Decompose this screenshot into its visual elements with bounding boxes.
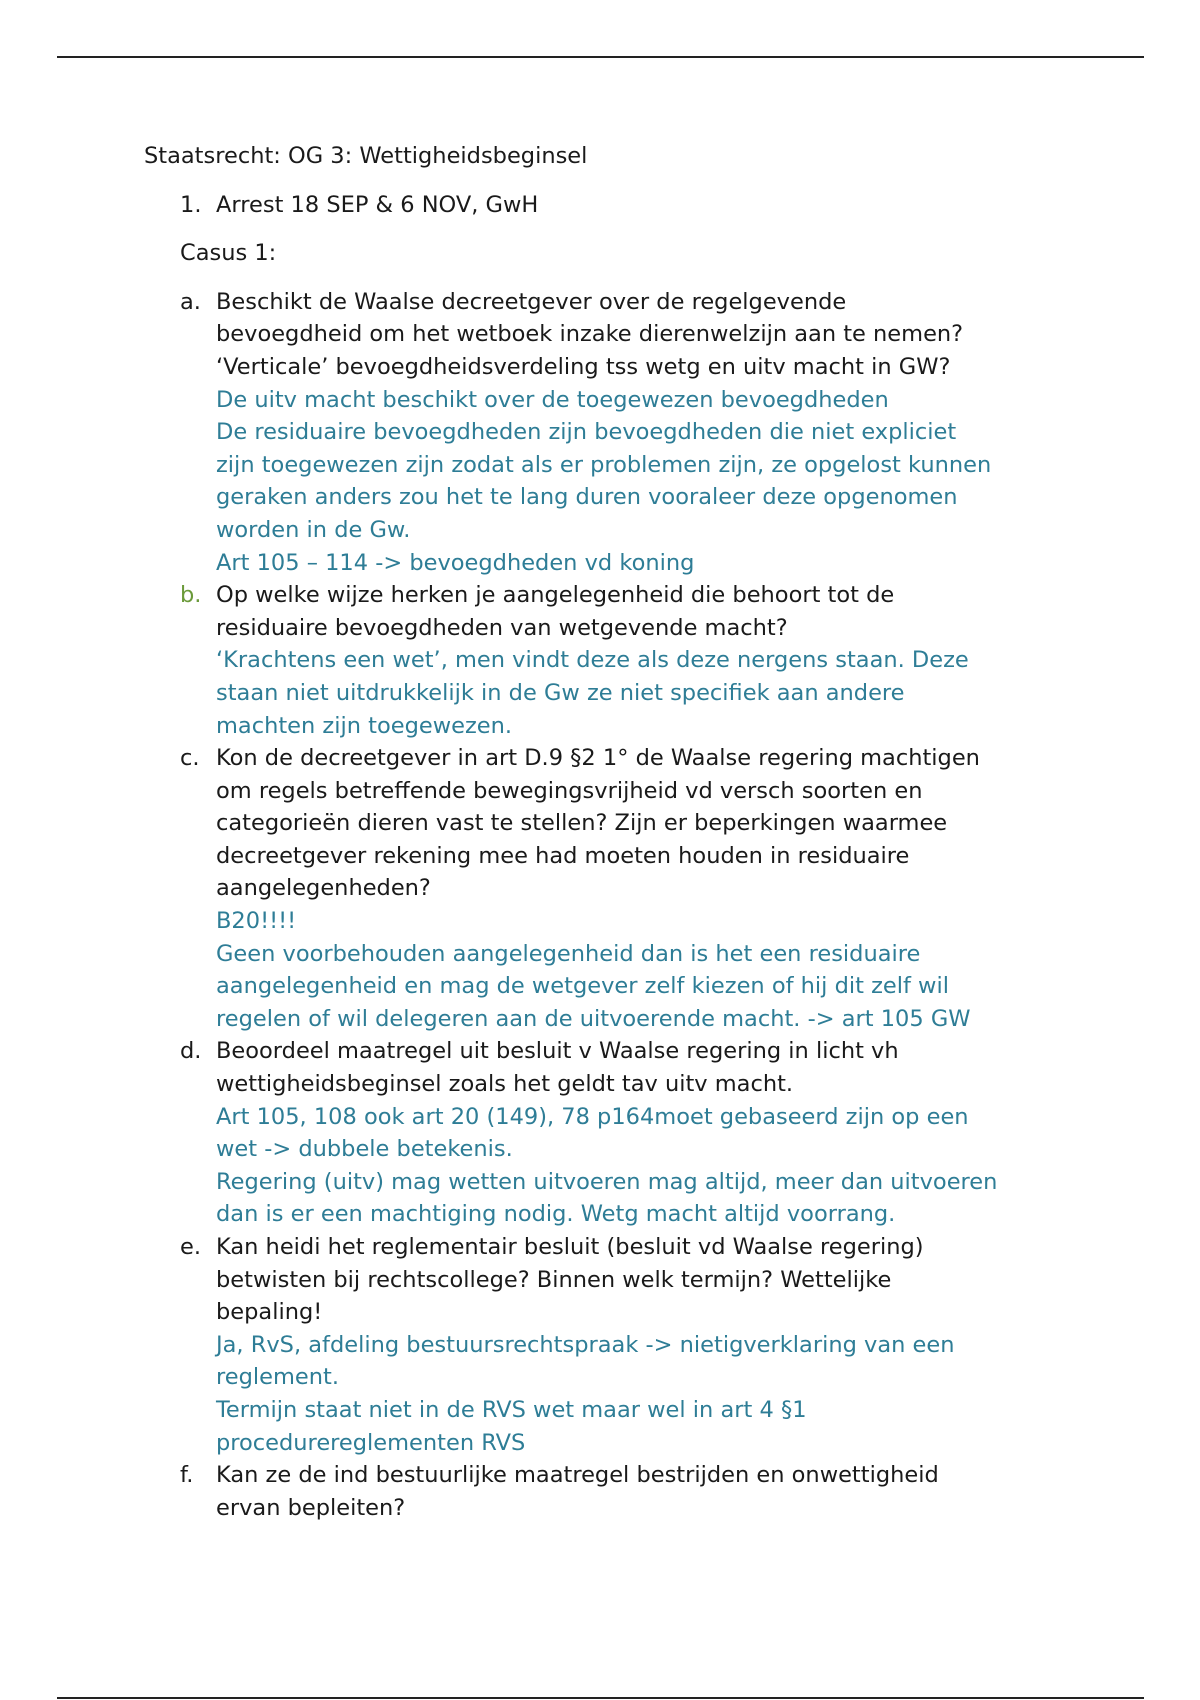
answer-line: Regering (uitv) mag wetten uitvoeren mag altijd, meer dan uitvoeren [216,1168,998,1195]
question-line: Kon de decreetgever in art D.9 §2 1° de Waalse regering machtigen [216,745,980,772]
question-line: om regels betreffende bewegingsvrijheid vd versch soorten en [216,777,923,804]
question-line: Beschikt de Waalse decreetgever over de regelgevende [216,288,847,315]
numbered-item [180,189,1074,222]
question-item [180,286,1074,579]
answer-line: De residuaire bevoegdheden zijn bevoegdheden die niet expliciet [216,419,957,446]
answer-line: De uitv macht beschikt over de toegewezen bevoegdheden [216,386,889,413]
answer-line: wet -> dubbele betekenis. [216,1136,513,1163]
question-line: bepaling! [216,1299,323,1326]
answer-line: Termijn staat niet in de RVS wet maar wel in art 4 §1 [216,1396,807,1423]
question-body [216,286,1074,579]
question-line: Kan heidi het reglementair besluit (besluit vd Waalse regering) [216,1234,924,1260]
answer-line: regelen of wil delegeren aan de uitvoerende macht. -> art 105 GW [216,1005,971,1032]
question-item [180,579,1074,742]
question-line: ‘Verticale’ bevoegdheidsverdeling tss wetg en uitv macht in GW? [216,353,951,380]
answer-line: Geen voorbehouden aangelegenheid dan is het een residuaire [216,940,921,967]
answer-line: staan niet uitdrukkelijk in de Gw ze niet specifiek aan andere [216,679,905,706]
question-line: Op welke wijze herken je aangelegenheid die behoort tot de [216,582,895,609]
question-letter: c. [180,745,200,772]
answer-line: dan is er een machtiging nodig. Wetg macht altijd voorrang. [216,1201,896,1228]
question-line: wettigheidsbeginsel zoals het geldt tav uitv macht. [216,1071,794,1098]
numbered-item-number: 1. [180,191,202,218]
answer-line: worden in de Gw. [216,516,411,543]
question-letter: a. [180,288,201,315]
answer-line: geraken anders zou het te lang duren vooraleer deze opgenomen [216,484,958,511]
question-line: residuaire bevoegdheden van wetgevende macht? [216,614,788,641]
question-body [216,742,1074,1035]
question-line: bevoegdheid om het wetboek inzake dierenwelzijn aan te nemen? [216,321,964,348]
question-body [216,579,1074,742]
answer-line: aangelegenheid en mag de wetgever zelf kiezen of hij dit zelf wil [216,973,949,1000]
question-line: aangelegenheden? [216,875,431,902]
question-line: Beoordeel maatregel uit besluit v Waalse regering in licht vh [216,1038,899,1065]
question-body [216,1035,1074,1231]
question-list [144,286,1074,1525]
answer-line: ‘Krachtens een wet’, men vindt deze als deze nergens staan. Deze [216,647,969,674]
question-item [180,1459,1074,1524]
answer-line: Art 105 – 114 -> bevoegdheden vd koning [216,549,695,576]
question-item [180,1035,1074,1231]
answer-line: Art 105, 108 ook art 20 (149), 78 p164moet gebaseerd zijn op een [216,1103,969,1130]
numbered-item-text: Arrest 18 SEP & 6 NOV, GwH [216,191,539,218]
question-letter: b. [180,582,202,609]
question-line: ervan bepleiten? [216,1494,406,1521]
question-line: decreetgever rekening mee had moeten houden in residuaire [216,842,910,869]
question-item [180,742,1074,1035]
question-body [216,1459,1074,1524]
question-letter: e. [180,1234,201,1260]
answer-line: machten zijn toegewezen. [216,712,513,739]
question-body [216,1231,1074,1459]
page-title: Staatsrecht: OG 3: Wettigheidsbeginsel [144,143,588,169]
answer-line: B20!!!! [216,908,297,935]
question-line: categorieën dieren vast te stellen? Zijn er beperkingen waarmee [216,810,948,837]
question-letter: d. [180,1038,202,1065]
question-line: betwisten bij rechtscollege? Binnen welk termijn? Wettelijke [216,1266,892,1293]
question-item [180,1231,1074,1459]
footer-rule [57,1697,1144,1699]
question-letter: f. [180,1462,194,1489]
answer-line: zijn toegewezen zijn zodat als er problemen zijn, ze opgelost kunnen [216,451,992,478]
answer-line: procedurereglementen RVS [216,1429,526,1456]
answer-line: reglement. [216,1364,339,1391]
question-line: Kan ze de ind bestuurlijke maatregel bestrijden en onwettigheid [216,1462,939,1489]
casus-label: Casus 1: [180,240,277,267]
answer-line: Ja, RvS, afdeling bestuursrechtspraak -> nietigverklaring van een [216,1331,955,1358]
document-body [144,140,1074,1524]
header-rule [57,56,1144,58]
